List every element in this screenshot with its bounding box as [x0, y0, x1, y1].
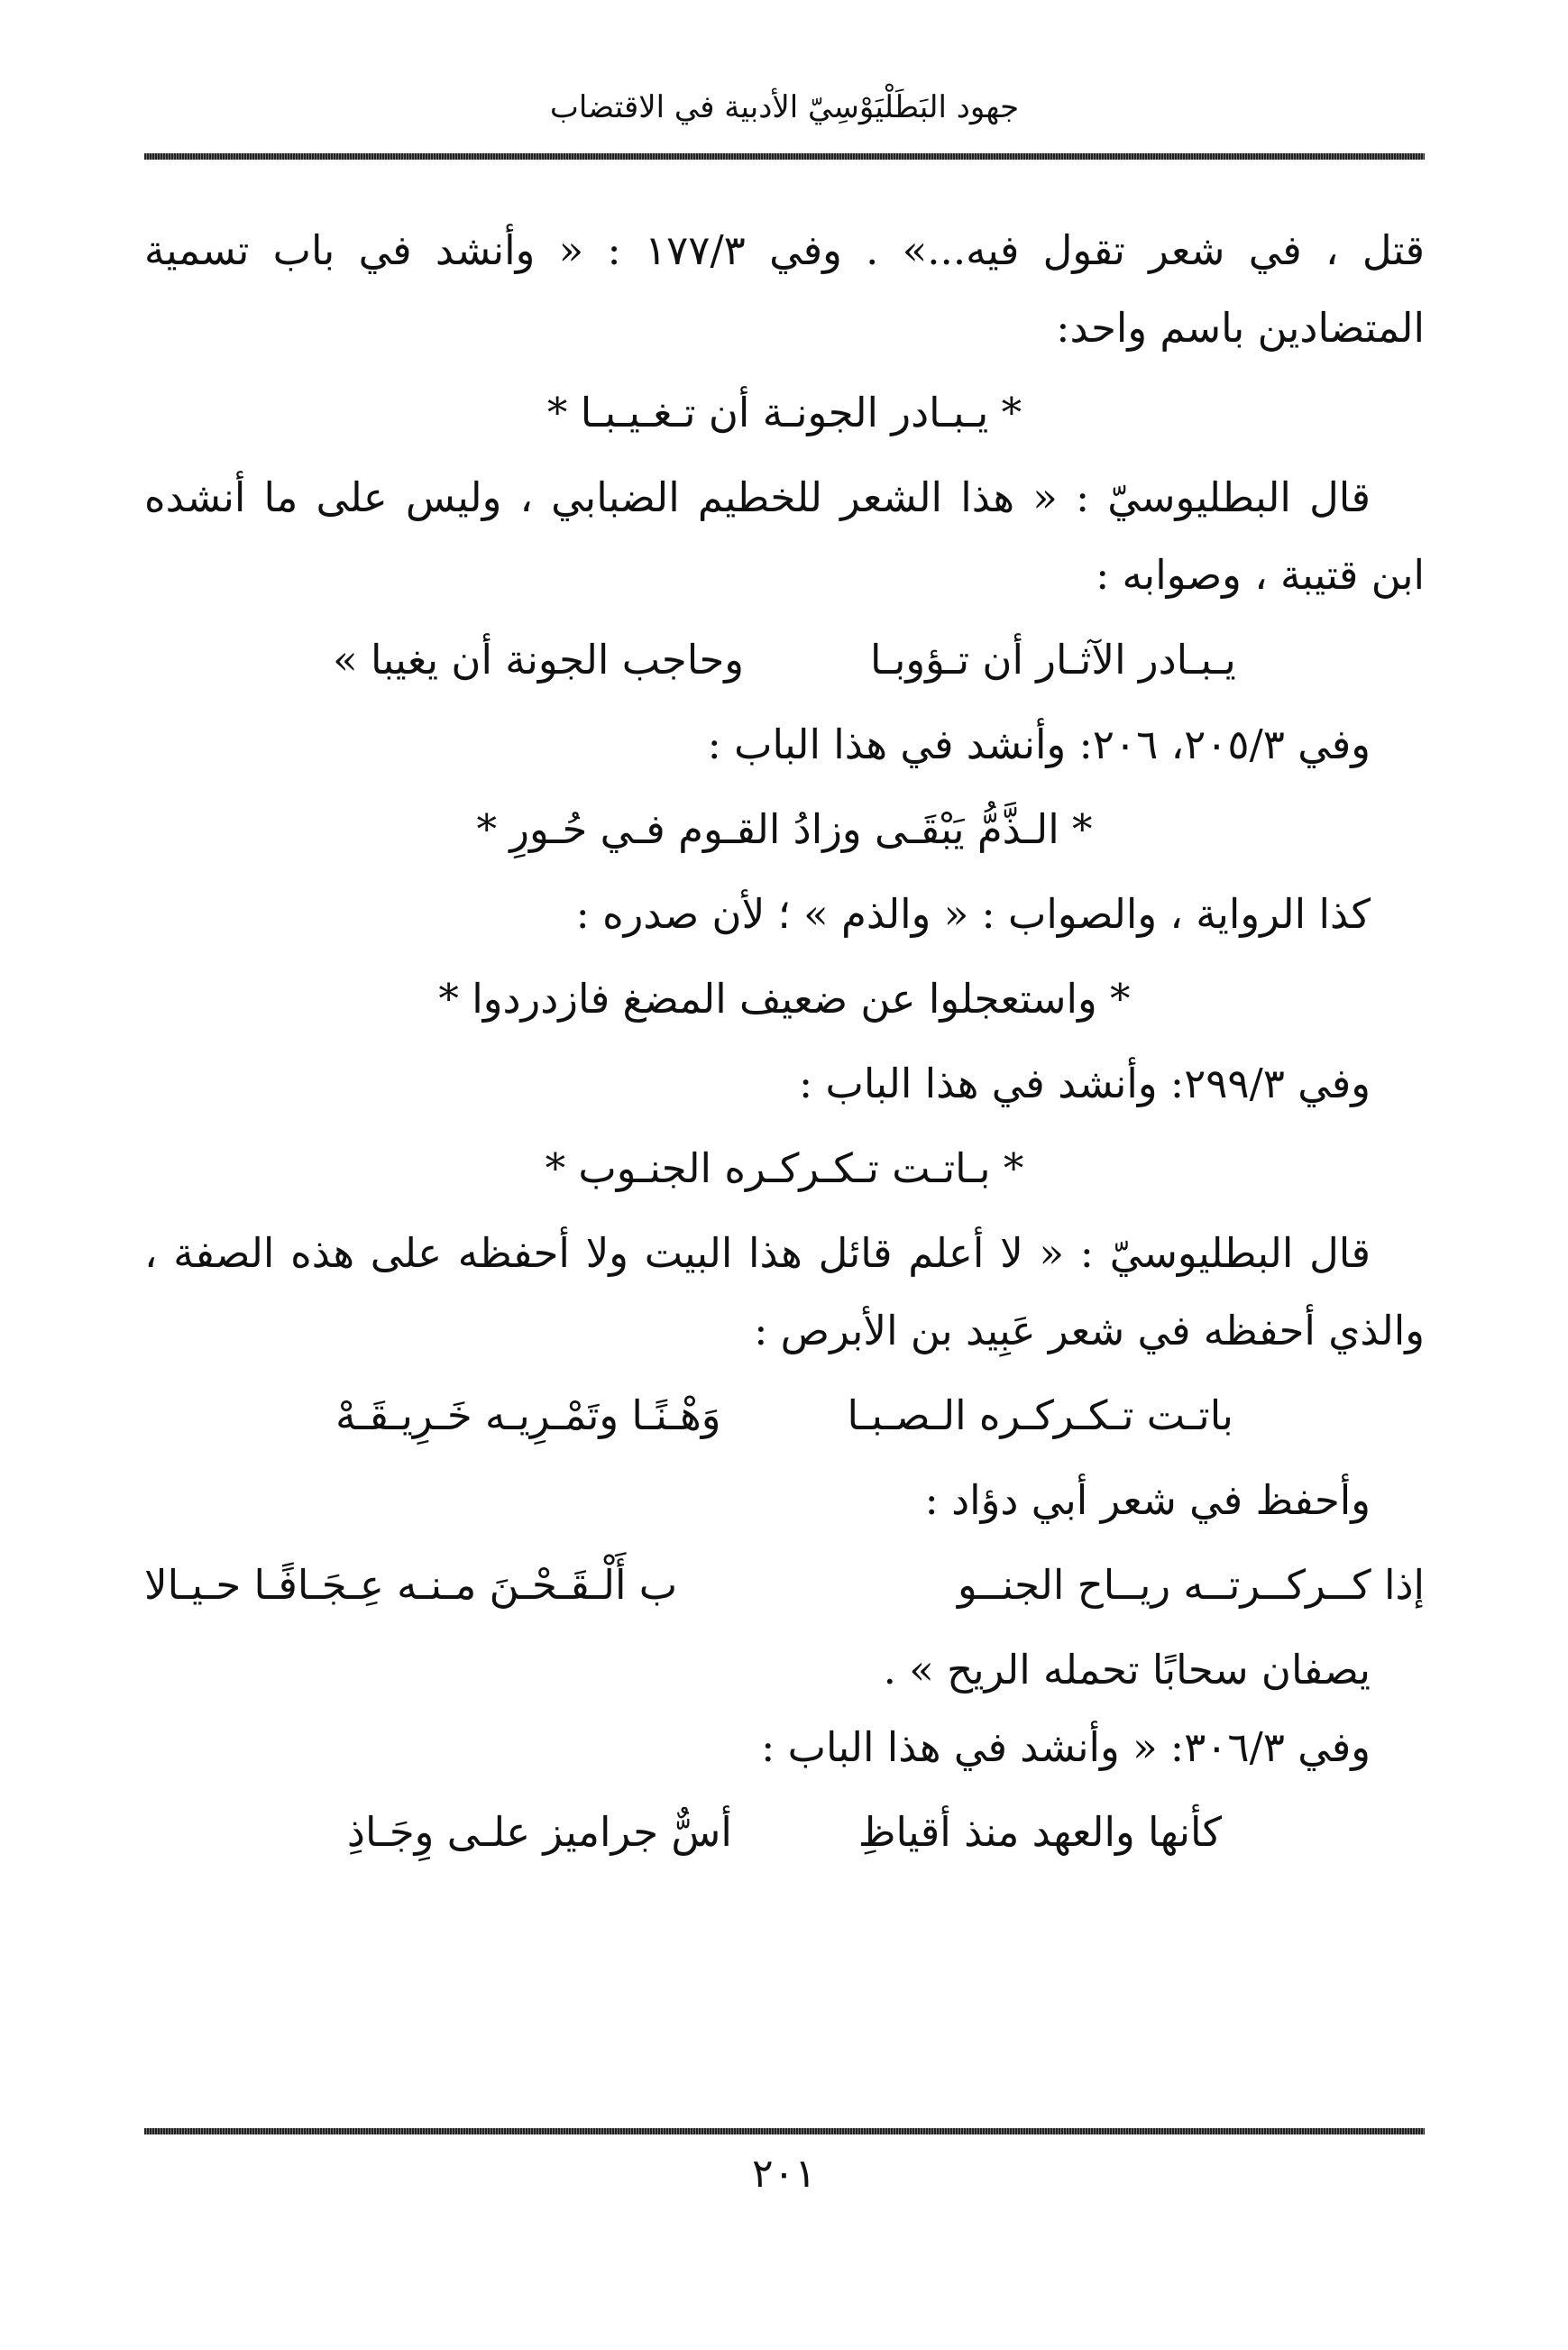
- verse-second-half: وحاجب الجونة أن يغيبا »: [333, 636, 744, 684]
- verse-second-half: وَهْـنًـا وتَمْـرِيـه خَـرِيـقَـهْ: [335, 1391, 721, 1439]
- paragraph: يصفان سحابًا تحمله الريح » .: [883, 1646, 1371, 1694]
- verse-line: * بـاتـت تـكـركـره الجنـوب *: [545, 1144, 1024, 1192]
- verse-line: * يـبـادر الجونـة أن تـغـيـبـا *: [546, 389, 1022, 436]
- paragraph: قال البطليوسيّ : « لا أعلم قائل هذا البيت ولا أحفظه على هذه الصفة ، والذي أحفظه في شعر عَبِيد بن الأبرص :: [144, 1229, 1425, 1354]
- page-body: [144, 212, 1425, 1878]
- paragraph: وأحفظ في شعر أبي دؤاد :: [924, 1476, 1371, 1524]
- paragraph: وفي ٢٩٩/٣: وأنشد في هذا الباب :: [798, 1060, 1371, 1107]
- verse-first-half: باتـت تـكـركـره الـصـبـا: [847, 1391, 1233, 1439]
- paragraph: قال البطليوسيّ : « هذا الشعر للخطيم الضبابي ، وليس على ما أنشده ابن قتيبة ، وصوابه :: [144, 473, 1425, 599]
- verse-first-half: إذا كــركــرتــه ريــاح الجنــو: [957, 1561, 1425, 1609]
- verse-couplet: [144, 1377, 1425, 1455]
- verse-couplet: [144, 1794, 1425, 1871]
- paragraph: وفي ٢٠٥/٣، ٢٠٦: وأنشد في هذا الباب :: [707, 721, 1371, 768]
- paragraph: وفي ٣٠٦/٣: « وأنشد في هذا الباب :: [761, 1723, 1371, 1771]
- verse-first-half: يـبـادر الآثـار أن تـؤوبـا: [870, 636, 1236, 684]
- verse-line: * واستعجلوا عن ضعيف المضغ فازدردوا *: [438, 975, 1131, 1023]
- verse-second-half: أسٌّ جراميز علـى وِجَـاذِ: [346, 1808, 732, 1856]
- verse-line: * الـذَّمُّ يَبْقَـى وزادُ القـوم فـي حُـورِ *: [476, 805, 1093, 853]
- verse-first-half: كأنها والعهد منذ أقياظِ: [857, 1808, 1223, 1856]
- paragraph: كذا الرواية ، والصواب : « والذم » ؛ لأن صدره :: [575, 890, 1371, 938]
- verse-second-half: ب أَلْـقَـحْـنَ مـنـه عِـجَـافًـا حـيـالا: [144, 1561, 678, 1609]
- verse-couplet: [144, 621, 1425, 699]
- footer-rule: [144, 2128, 1425, 2134]
- running-header: جهود البَطَلْيَوْسِيّ الأدبية في الاقتضاب: [549, 89, 1020, 125]
- page-number: ٢٠١: [752, 2151, 816, 2197]
- header-rule: [144, 153, 1425, 160]
- paragraph: قتل ، في شعر تقول فيه...» . وفي ١٧٧/٣ : « وأنشد في باب تسمية المتضادين باسم واحد:: [144, 226, 1425, 352]
- verse-couplet: [144, 1547, 1425, 1624]
